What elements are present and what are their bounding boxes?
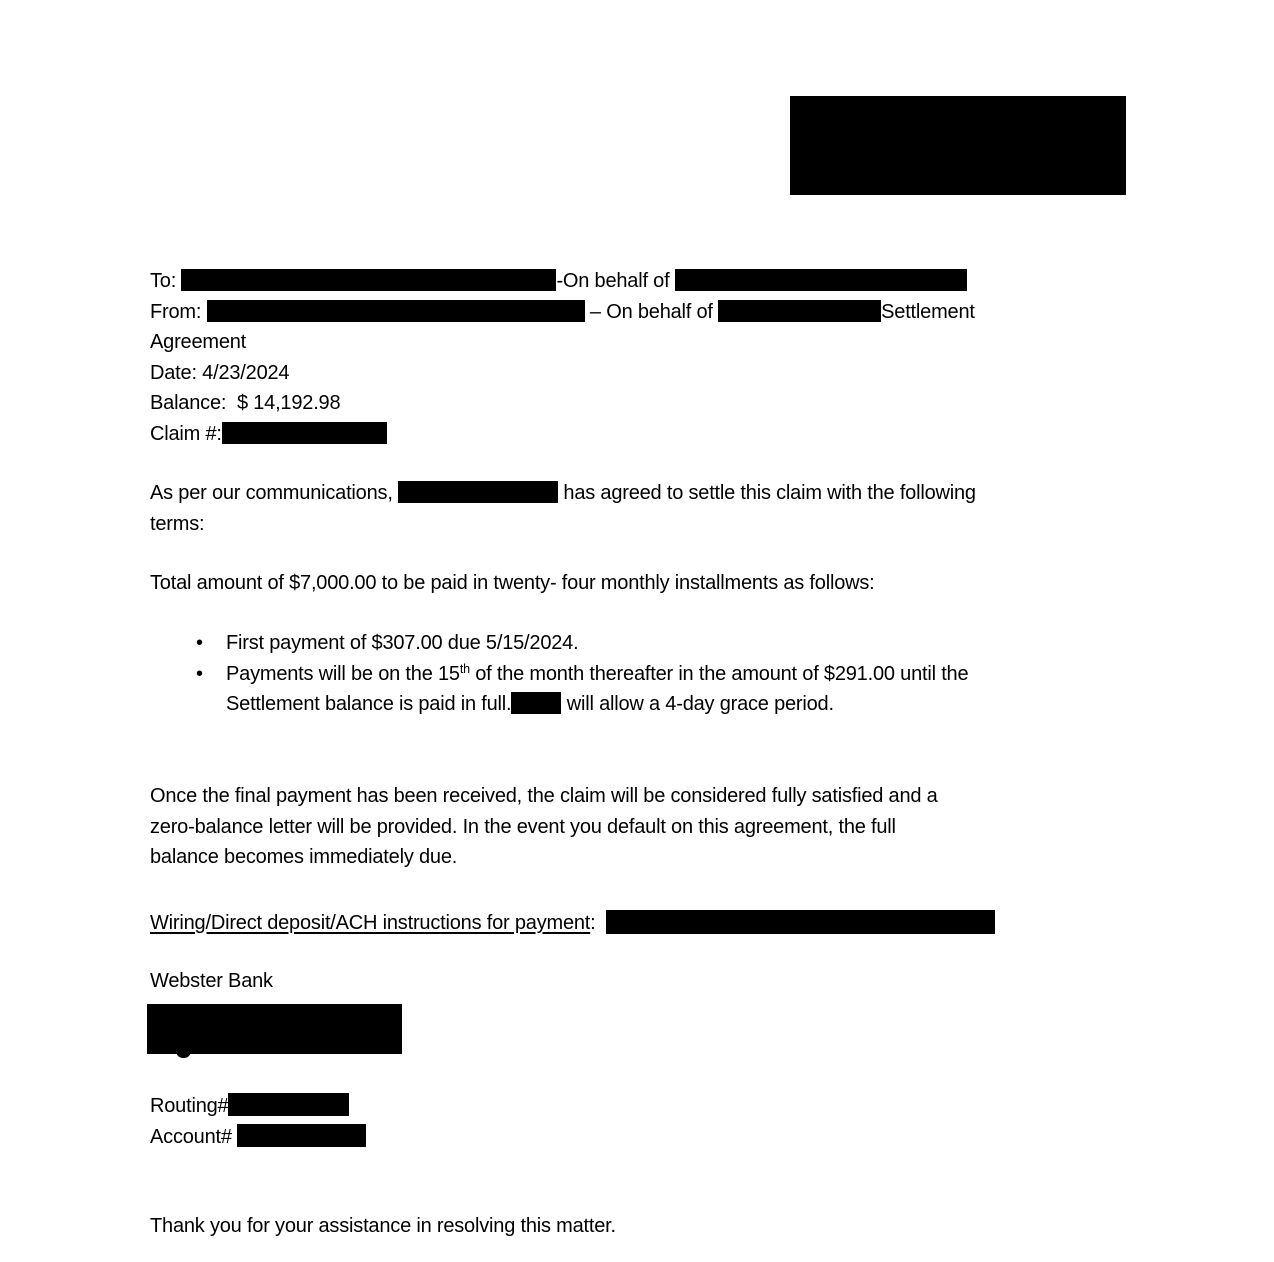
intro-paragraph [150,478,976,539]
to-line [150,266,975,297]
bullet-marker: • [196,632,203,654]
from-wrap-line: Agreement [150,331,247,353]
bullet-item-2-line-2: Settlement balance is paid in full. will allow a 4-day grace period. [226,693,834,715]
redaction-account-number [237,1124,366,1147]
from-suffix: Settlement [881,300,975,323]
redaction-sender-organization [718,300,881,322]
redaction-recipient-name [181,269,556,291]
intro-line-1: As per our communications, has agreed to settle this claim with the following [150,482,976,504]
redaction-debtor-name [398,481,558,503]
from-connector: – On behalf of [584,300,719,323]
redaction-claim-number [222,422,387,444]
bullet-marker: • [196,662,203,685]
address-block [150,266,975,449]
redaction-recipient-organization [675,269,967,291]
account-number-line [150,1122,366,1153]
to-label: To: [150,270,182,292]
wiring-colon: : [590,912,607,934]
routing-number-line [150,1091,349,1122]
closing-line: Thank you for your assistance in resolving this matter. [150,1215,616,1237]
default-clause-line-1: Once the final payment has been received, the claim will be considered fully satisfied and a [150,785,938,807]
redaction-letterhead-address-block [790,96,1126,195]
claim-line [150,419,975,450]
date-line: Date: 4/23/2024 [150,361,290,384]
claim-label: Claim #: [150,422,222,445]
from-label: From: [150,300,207,323]
default-clause-paragraph [150,781,938,873]
redaction-bank-address-block [147,1004,402,1054]
account-label: Account# [150,1126,238,1148]
routing-label: Routing# [150,1095,229,1117]
default-clause-line-2: zero-balance letter will be provided. In the event you default on this agreement, the full [150,815,896,838]
installment-bullet-list [150,628,968,720]
bullet-item-1: • First payment of $307.00 due 5/15/2024. [150,628,968,659]
total-amount-line: Total amount of $7,000.00 to be paid in twenty- four monthly installments as follows: [150,572,875,594]
wiring-instructions-line [150,908,995,939]
redaction-grace-period-party [511,692,561,714]
default-clause-line-3: balance becomes immediately due. [150,846,458,868]
ordinal-superscript: th [459,661,470,676]
redaction-payee-name [606,910,995,934]
balance-line: Balance: $ 14,192.98 [150,392,341,414]
bank-name-line: Webster Bank [150,970,273,992]
to-connector: -On behalf of [556,270,675,292]
intro-line-2: terms: [150,512,205,535]
from-line [150,297,975,328]
redaction-routing-number [228,1093,349,1116]
bullet-item-2-line-1: • Payments will be on the 15th of the month thereafter in the amount of $291.00 until the [150,659,968,690]
wiring-instructions-label: Wiring/Direct deposit/ACH instructions for payment [150,912,591,934]
redaction-sender-name [207,300,585,322]
